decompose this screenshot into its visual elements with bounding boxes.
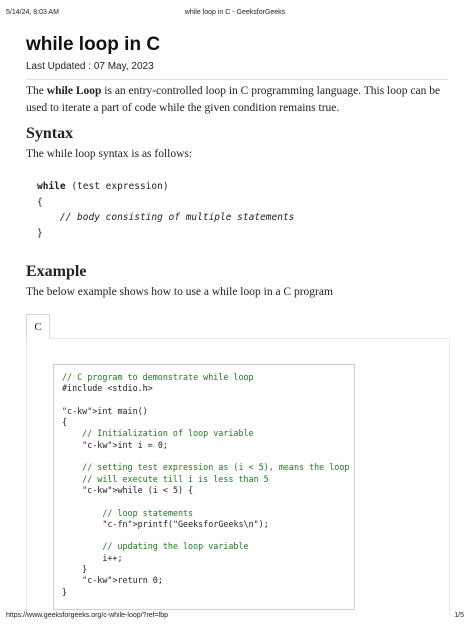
print-site-title: while loop in C - GeeksforGeeks — [184, 9, 286, 16]
code-line: // updating the loop variable — [62, 541, 249, 552]
code-line: #include <stdio.h> — [62, 383, 153, 394]
code-line: // C program to demonstrate while loop — [62, 372, 254, 382]
example-heading: Example — [26, 263, 87, 280]
intro-bold-term: while Loop — [46, 85, 102, 97]
print-datetime: 5/14/24, 8:03 AM — [6, 9, 59, 16]
code-line: i++; — [62, 552, 123, 563]
page-title: while loop in C — [26, 34, 161, 55]
code-line: "c-kw">while (i < 5) { — [82, 484, 194, 495]
intro-paragraph: The while Loop is an entry-controlled loop in C programming language. This loop can be used to iterate a part of code while the given condition remains true. — [26, 85, 441, 114]
print-header — [6, 9, 464, 21]
syntax-description: The while loop syntax is as follows: — [26, 148, 193, 160]
code-line: // Initialization of loop variable — [62, 428, 254, 439]
code-line: // setting test expression as (i < 5), means the loop — [62, 462, 350, 473]
print-page-number: 1/5 — [454, 612, 464, 619]
syntax-code-block: while (test expression) { // body consisting of multiple statements } — [37, 181, 295, 239]
code-line: // will execute till i is less than 5 — [62, 473, 269, 484]
syntax-keyword: while — [37, 181, 66, 192]
code-line: { — [62, 417, 68, 428]
example-code — [62, 372, 349, 598]
code-line: } — [62, 586, 68, 597]
code-line: "c-fn">printf("GeeksforGeeks\n"); — [102, 518, 269, 529]
syntax-heading: Syntax — [26, 125, 74, 142]
code-language-tab[interactable]: C — [26, 314, 50, 339]
code-line: "c-kw">int main() — [62, 405, 148, 416]
print-url: https://www.geeksforgeeks.org/c-while-loop/?ref=lbp — [6, 612, 169, 619]
print-footer — [6, 612, 464, 624]
code-line — [62, 395, 349, 406]
last-updated: Last Updated : 07 May, 2023 — [26, 61, 154, 72]
code-line: "c-kw">return 0; — [82, 575, 163, 586]
code-line — [62, 496, 349, 507]
code-line — [62, 451, 349, 462]
example-description: The below example shows how to use a while loop in a C program — [26, 286, 333, 298]
title-divider — [26, 79, 448, 80]
code-line: } — [62, 564, 88, 575]
code-line — [62, 530, 349, 541]
code-line: // loop statements — [62, 507, 194, 518]
syntax-body-comment: // body consisting of multiple statements — [37, 212, 295, 223]
code-line: "c-kw">int i = 0; — [82, 439, 168, 450]
